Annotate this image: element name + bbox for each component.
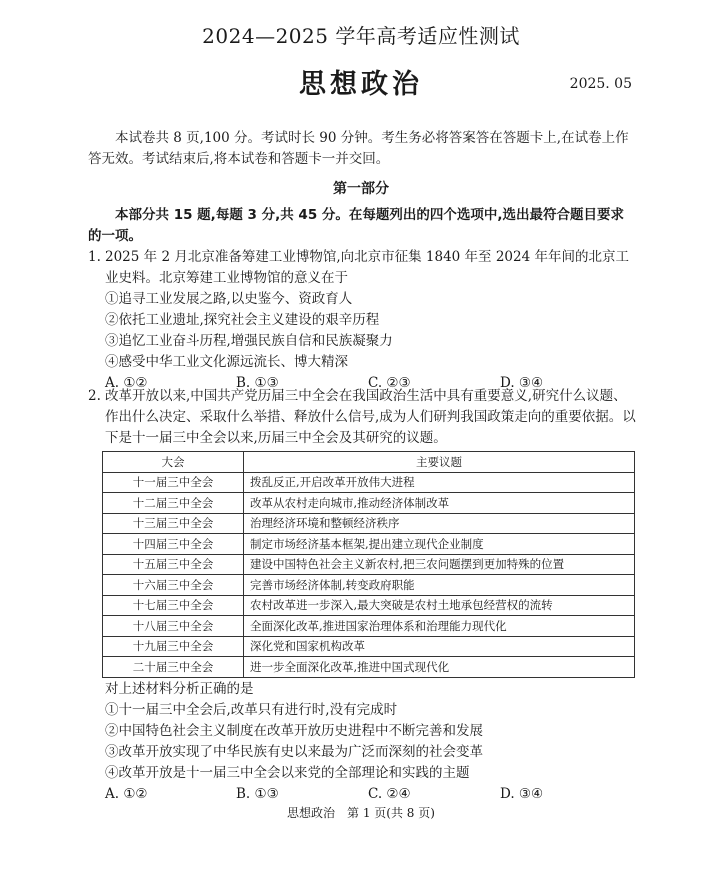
table-cell-topic: 农村改革进一步深入,最大突破是农村土地承包经营权的流转 bbox=[244, 595, 635, 616]
table-row bbox=[103, 534, 635, 555]
question-2 bbox=[88, 386, 636, 805]
question-1 bbox=[88, 247, 636, 394]
table-cell-session: 十八届三中全会 bbox=[103, 616, 244, 637]
question-1-choice-a[interactable]: A. ①② bbox=[105, 375, 148, 391]
table-cell-topic: 改革从农村走向城市,推动经济体制改革 bbox=[244, 493, 635, 514]
question-1-stem bbox=[88, 247, 636, 289]
table-row bbox=[103, 554, 635, 575]
question-2-choice-a[interactable]: A. ①② bbox=[105, 785, 148, 802]
question-2-text: 改革开放以来,中国共产党历届三中全会在我国政治生活中具有重要意义,研究什么议题、作出什么决定、采取什么举措、释放什么信号,成为人们研判我国政策走向的重要依据。以下是十一届三中全会以来,历届三中全会及其研究的议题。 bbox=[105, 388, 636, 446]
part-title: 第一部分 bbox=[333, 181, 389, 197]
question-2-prompt: 对上述材料分析正确的是 bbox=[105, 680, 254, 697]
table-cell-topic: 治理经济环境和整顿经济秩序 bbox=[244, 513, 635, 534]
table-cell-topic: 建设中国特色社会主义新农村,把三农问题摆到更加特殊的位置 bbox=[244, 554, 635, 575]
question-1-choice-c[interactable]: C. ②③ bbox=[368, 375, 411, 391]
table-cell-session: 二十届三中全会 bbox=[103, 657, 244, 678]
question-1-option-3: ③追忆工业奋斗历程,增强民族自信和民族凝聚力 bbox=[105, 333, 393, 349]
table-cell-topic: 进一步全面深化改革,推进中国式现代化 bbox=[244, 657, 635, 678]
question-2-option-4: ④改革开放是十一届三中全会以来党的全部理论和实践的主题 bbox=[105, 764, 470, 781]
plenary-agenda-table bbox=[102, 451, 635, 678]
question-1-option-4: ④感受中华工业文化源远流长、博大精深 bbox=[105, 354, 348, 370]
question-2-number: 2. bbox=[88, 388, 101, 404]
table-row bbox=[103, 616, 635, 637]
table-cell-session: 十五届三中全会 bbox=[103, 554, 244, 575]
table-row bbox=[103, 595, 635, 616]
page-footer: 思想政治 第 1 页(共 8 页) bbox=[287, 806, 435, 820]
question-2-choice-c[interactable]: C. ②④ bbox=[368, 785, 411, 802]
table-header-topic: 主要议题 bbox=[244, 452, 635, 473]
table-cell-session: 十一届三中全会 bbox=[103, 472, 244, 493]
table-cell-session: 十七届三中全会 bbox=[103, 595, 244, 616]
question-2-option-1: ①十一届三中全会后,改革只有进行时,没有完成时 bbox=[105, 701, 398, 718]
table-row bbox=[103, 513, 635, 534]
table-row bbox=[103, 493, 635, 514]
table-row bbox=[103, 575, 635, 596]
table-row bbox=[103, 472, 635, 493]
exam-title: 2024—2025 学年高考适应性测试 bbox=[202, 24, 520, 48]
question-1-text: 2025 年 2 月北京准备筹建工业博物馆,向北京市征集 1840 年至 2024 年年间的北京工业史料。北京筹建工业博物馆的意义在于 bbox=[105, 249, 629, 286]
table-cell-topic: 拨乱反正,开启改革开放伟大进程 bbox=[244, 472, 635, 493]
table-cell-session: 十九届三中全会 bbox=[103, 636, 244, 657]
table-cell-topic: 全面深化改革,推进国家治理体系和治理能力现代化 bbox=[244, 616, 635, 637]
subject-title: 思想政治 bbox=[299, 69, 423, 100]
question-1-option-1: ①追寻工业发展之路,以史鉴今、资政育人 bbox=[105, 291, 353, 307]
table-cell-topic: 深化党和国家机构改革 bbox=[244, 636, 635, 657]
part-intro: 本部分共 15 题,每题 3 分,共 45 分。在每题列出的四个选项中,选出最符合题目要求的一项。 bbox=[88, 207, 625, 244]
question-1-option-2: ②依托工业遗址,探究社会主义建设的艰辛历程 bbox=[105, 312, 380, 328]
question-2-choices bbox=[105, 784, 636, 805]
exam-instructions: 本试卷共 8 页,100 分。考试时长 90 分钟。考生务必将答案答在答题卡上,在试卷上作答无效。考试结束后,将本试卷和答题卡一并交回。 bbox=[88, 130, 629, 167]
question-2-choice-d[interactable]: D. ③④ bbox=[500, 785, 544, 802]
table-header-row bbox=[103, 452, 635, 473]
question-2-stem bbox=[88, 386, 636, 449]
table-cell-session: 十二届三中全会 bbox=[103, 493, 244, 514]
table-row bbox=[103, 657, 635, 678]
question-1-choice-b[interactable]: B. ①③ bbox=[236, 375, 279, 391]
table-cell-topic: 完善市场经济体制,转变政府职能 bbox=[244, 575, 635, 596]
question-2-choice-b[interactable]: B. ①③ bbox=[236, 785, 279, 802]
table-header-session: 大会 bbox=[103, 452, 244, 473]
question-2-tail bbox=[88, 679, 636, 805]
table-cell-session: 十六届三中全会 bbox=[103, 575, 244, 596]
exam-date: 2025. 05 bbox=[569, 76, 632, 92]
question-2-option-3: ③改革开放实现了中华民族有史以来最为广泛而深刻的社会变革 bbox=[105, 743, 483, 760]
table-cell-session: 十三届三中全会 bbox=[103, 513, 244, 534]
table-row bbox=[103, 636, 635, 657]
table-cell-topic: 制定市场经济基本框架,提出建立现代企业制度 bbox=[244, 534, 635, 555]
question-1-choice-d[interactable]: D. ③④ bbox=[500, 375, 544, 391]
question-1-number: 1. bbox=[88, 249, 101, 265]
table-cell-session: 十四届三中全会 bbox=[103, 534, 244, 555]
question-2-option-2: ②中国特色社会主义制度在改革开放历史进程中不断完善和发展 bbox=[105, 722, 483, 739]
